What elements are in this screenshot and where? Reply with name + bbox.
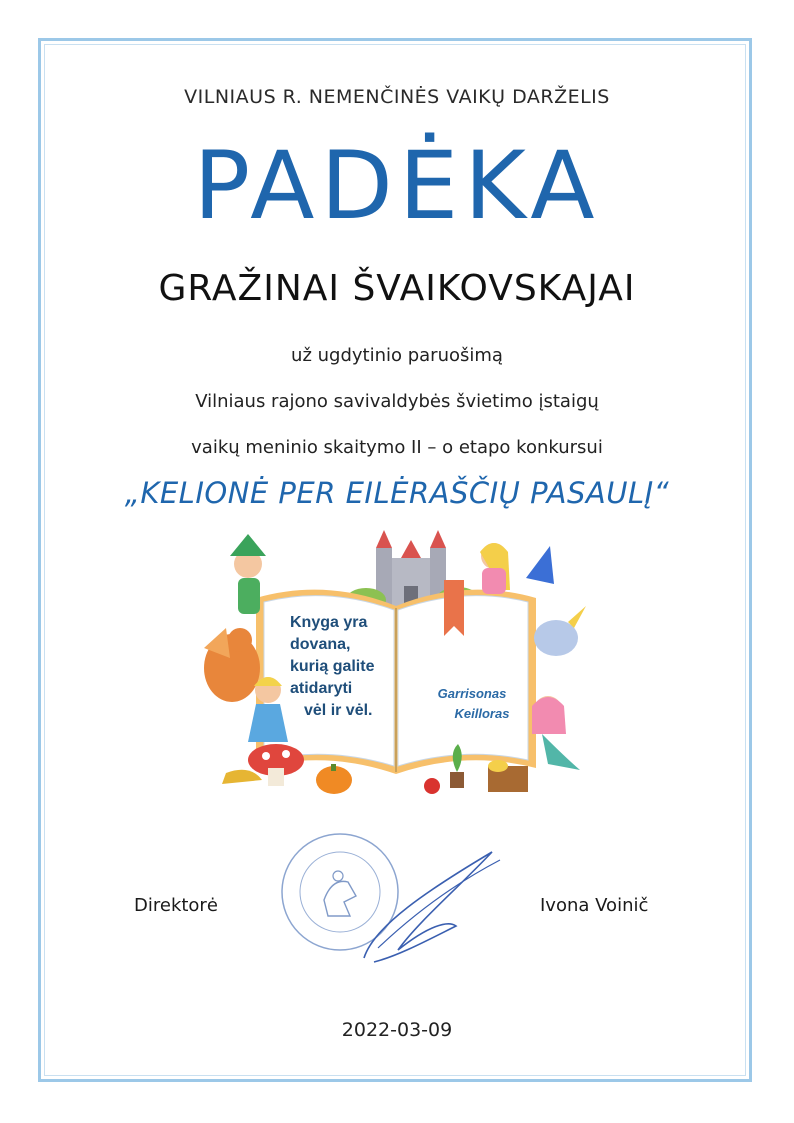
apple-illustration <box>424 778 440 794</box>
certificate-date: 2022-03-09 <box>341 1019 453 1041</box>
contest-name: „KELIONĖ PER EILĖRAŠČIŲ PASAULĮ“ <box>124 476 670 510</box>
princess-character <box>480 543 510 594</box>
body-line-3: vaikų meninio skaitymo II – o etapo konkursui <box>191 437 603 458</box>
institution-name: VILNIAUS R. NEMENČINĖS VAIKŲ DARŽELIS <box>184 86 610 108</box>
magic-lamp-illustration <box>222 770 262 784</box>
book-quote <box>290 612 400 722</box>
official-stamp <box>278 830 518 970</box>
certificate-title: PADĖKA <box>193 132 601 241</box>
author-line-2: Keilloras <box>454 706 510 721</box>
signatory-name: Ivona Voinič <box>540 895 649 916</box>
dragon-character <box>204 628 260 702</box>
knight-emblem-icon <box>324 871 356 916</box>
body-line-2: Vilniaus rajono savivaldybės švietimo įstaigų <box>195 391 599 412</box>
body-line-1: už ugdytinio paruošimą <box>291 345 503 366</box>
handwritten-signature <box>364 852 492 962</box>
quote-line-3: kurią galite <box>290 658 375 675</box>
mermaid-character <box>532 696 580 770</box>
unicorn-character <box>534 606 586 656</box>
recipient-name: GRAŽINAI ŠVAIKOVSKAJAI <box>158 268 636 309</box>
wizard-hat <box>526 546 554 584</box>
quote-line-5: vėl ir vėl. <box>304 702 373 719</box>
quote-line-1: Knyga yra <box>290 614 368 631</box>
signatory-role: Direktorė <box>134 895 218 916</box>
pumpkin-illustration <box>316 764 352 794</box>
author-line-1: Garrisonas <box>437 686 507 701</box>
quote-line-4: atidaryti <box>290 680 353 697</box>
quote-line-2: dovana, <box>290 636 351 653</box>
quote-author <box>417 684 527 724</box>
